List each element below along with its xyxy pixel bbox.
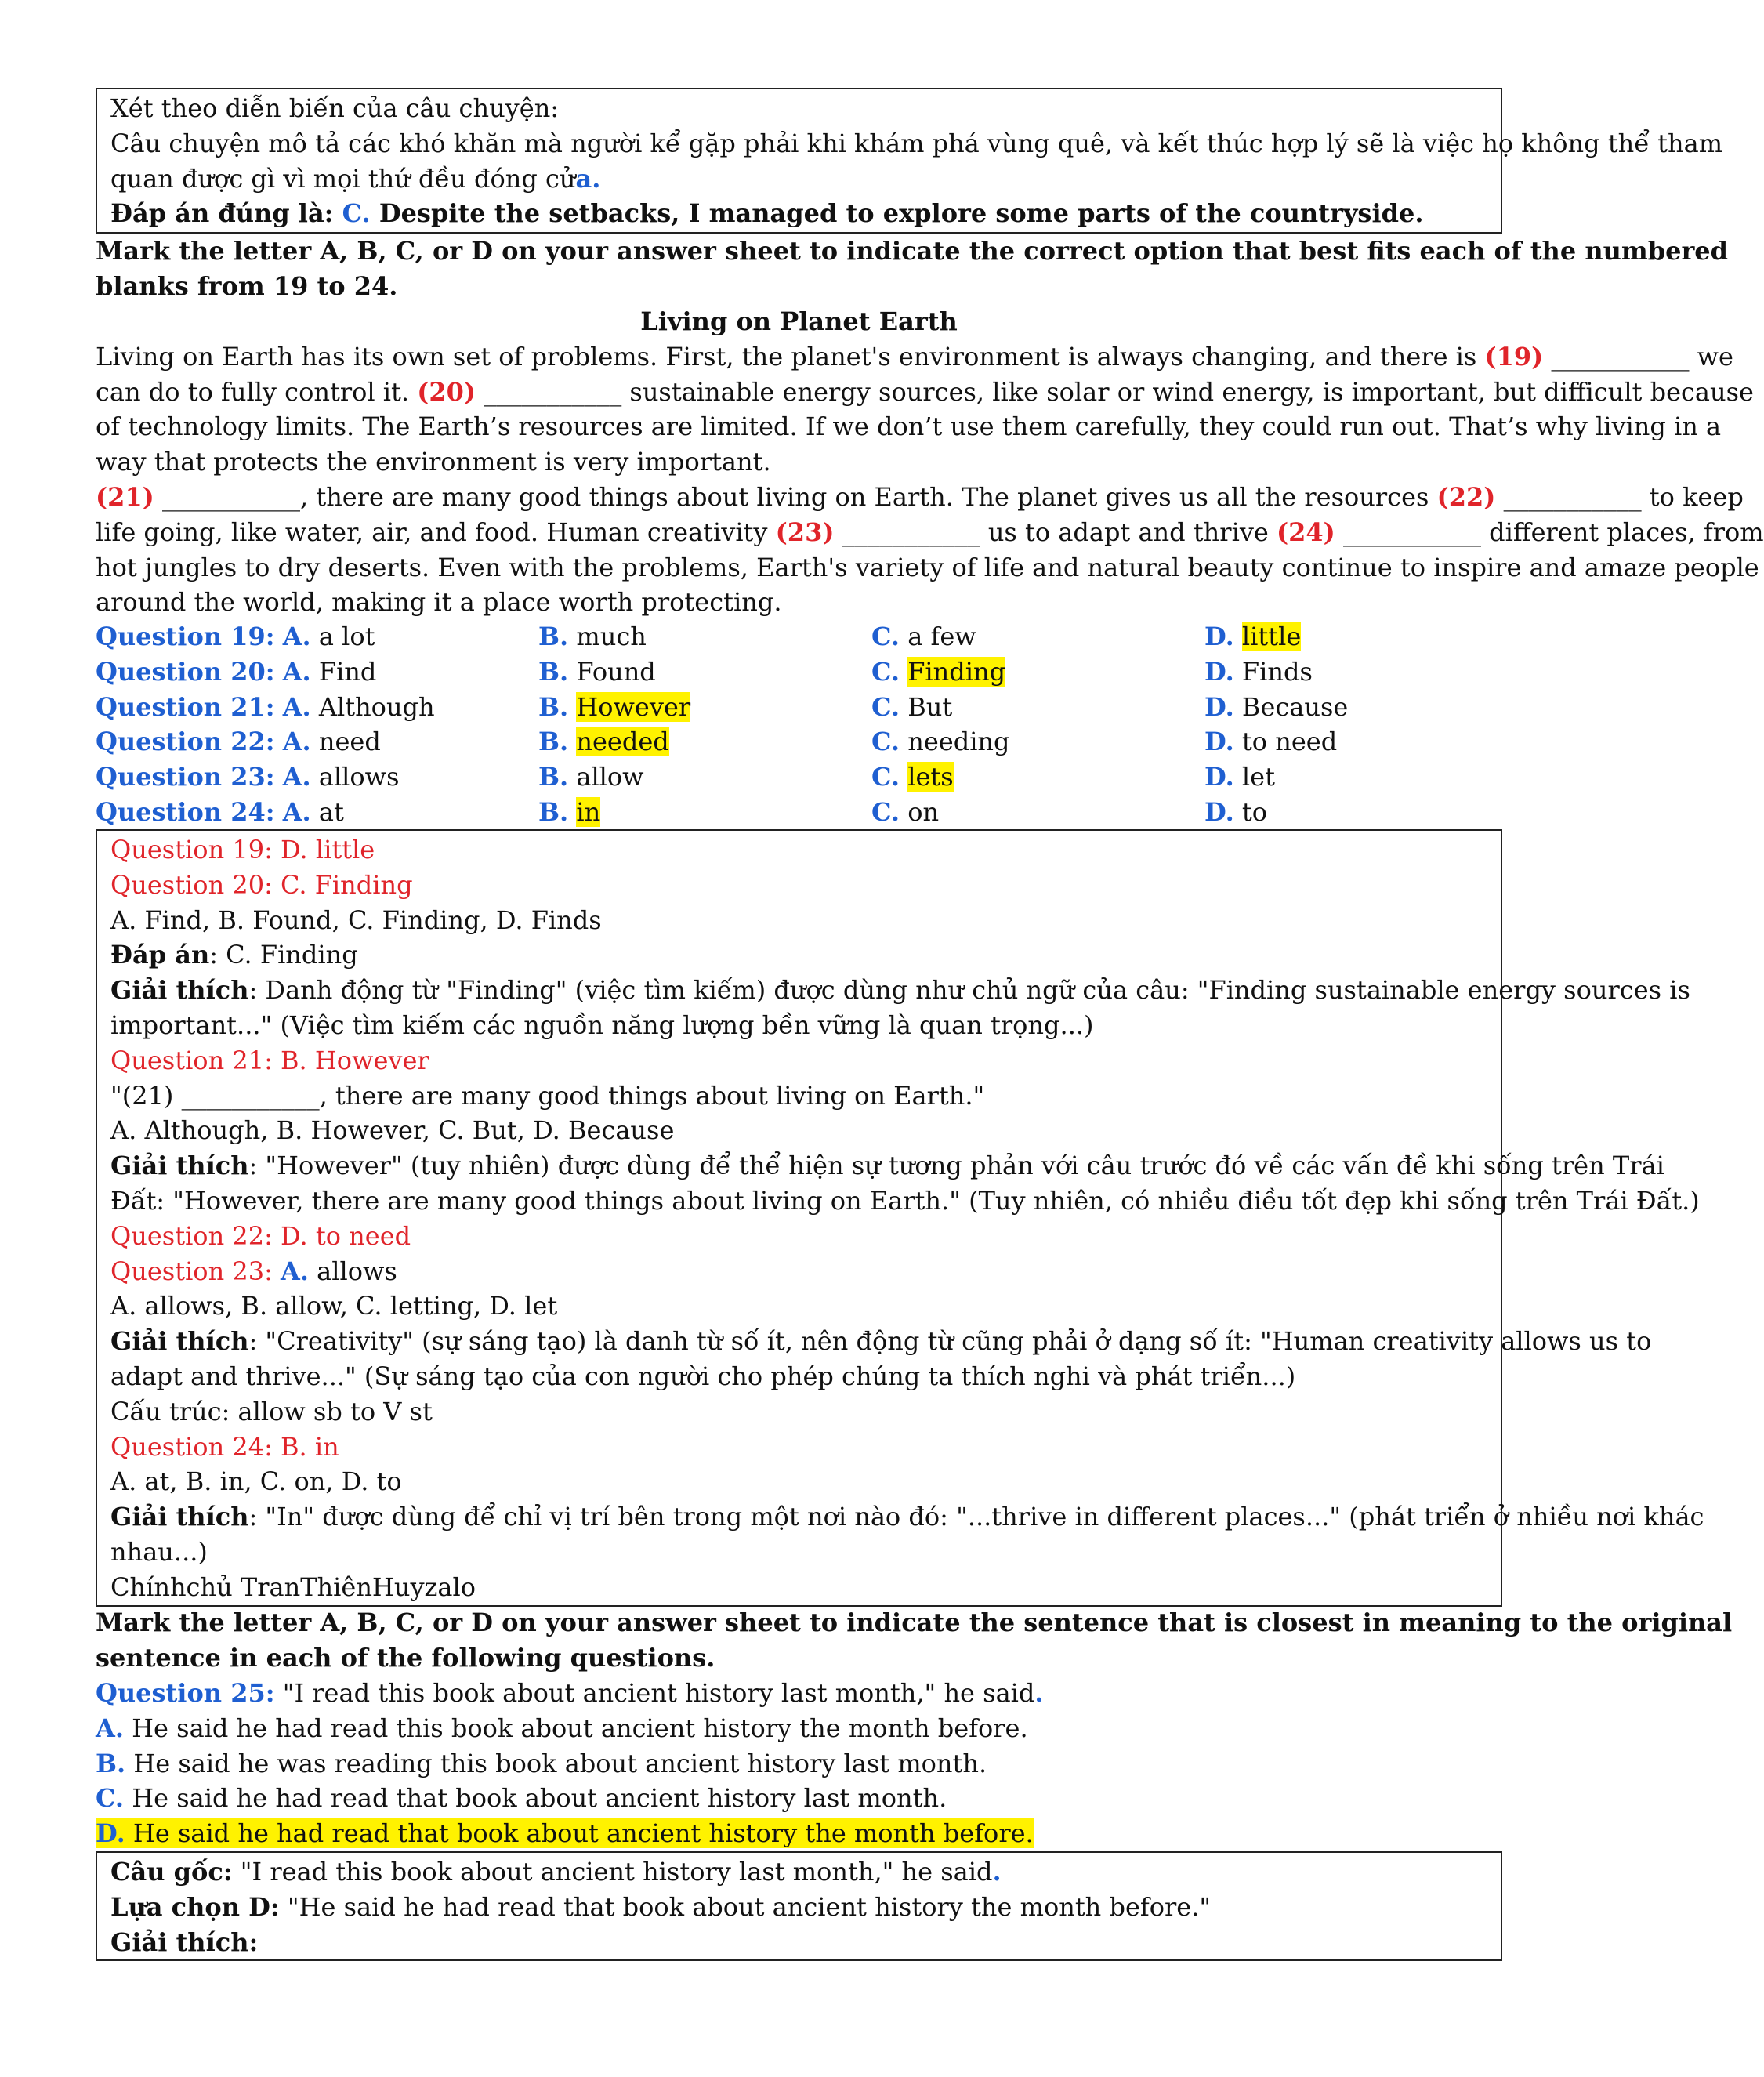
option-letter: D. — [1204, 622, 1234, 651]
answer-option-d[interactable] — [1204, 795, 1502, 830]
option-letter: D. — [1204, 727, 1234, 757]
option-letter: B. — [538, 691, 569, 722]
option-letter: C. — [871, 656, 900, 687]
instruction-transformation — [96, 1605, 1733, 1676]
passage-line: way that protects the environment is very important. — [96, 447, 771, 477]
explanation-label: Giải thích: — [110, 1927, 259, 1957]
answer-option-a[interactable] — [96, 690, 538, 725]
option-text: need — [318, 727, 381, 757]
answer-option-d[interactable] — [1204, 654, 1502, 690]
q25-option-a[interactable]: A. He said he had read this book about ancient history the month before. — [96, 1713, 1028, 1743]
question-label: Question 20: — [96, 656, 275, 687]
question-25-stem: Question 25: "I read this book about ancient history last month," he said. — [96, 1678, 1044, 1708]
q21-quote: "(21) ___________, there are many good things about living on Earth." — [110, 1080, 985, 1111]
answer-option-a[interactable] — [96, 759, 538, 795]
option-text: in — [576, 796, 601, 827]
q23-explanation: Giải thích: "Creativity" (sự sáng tạo) là danh từ số ít, nên động từ cũng phải ở dạng số ít: "Human creativity allows us to — [110, 1326, 1652, 1357]
question-label: Question 21: — [96, 691, 275, 722]
option-letter: D. — [1204, 656, 1234, 687]
q23-explanation: adapt and thrive..." (Sự sáng tạo của con người cho phép chúng ta thích nghi và phát triển...) — [110, 1361, 1296, 1391]
option-text: at — [318, 796, 344, 827]
answer-option-c[interactable] — [871, 619, 1204, 654]
answer-option-b[interactable] — [538, 724, 871, 759]
option-text: on — [907, 796, 940, 827]
original-sentence: Câu gốc: "I read this book about ancient history last month," he said. — [110, 1857, 1002, 1887]
instruction-line: blanks from 19 to 24. — [96, 270, 398, 301]
answer-option-b[interactable] — [538, 654, 871, 690]
option-text: allow — [576, 762, 644, 792]
q21-options: A. Although, B. However, C. But, D. Because — [110, 1115, 675, 1146]
story-heading: Xét theo diễn biến của câu chuyện: — [110, 93, 560, 123]
question-25 — [96, 1676, 1502, 1851]
answer-option-b[interactable] — [538, 690, 871, 725]
option-letter: A. — [282, 622, 311, 651]
option-text: Because — [1241, 691, 1349, 722]
option-letter: C. — [871, 622, 900, 651]
answer-option-b[interactable] — [538, 795, 871, 830]
question-label: Question 22: — [96, 727, 275, 757]
q23-structure: Cấu trúc: allow sb to V st — [110, 1396, 433, 1426]
option-text: allows — [318, 762, 400, 792]
option-text: little — [1241, 622, 1302, 651]
q20-options: A. Find, B. Found, C. Finding, D. Finds — [110, 904, 602, 935]
option-text: However — [576, 691, 691, 722]
answer-q23: Question 23: A. allows — [110, 1256, 397, 1286]
option-letter: D. — [1204, 796, 1234, 827]
answer-option-c[interactable] — [871, 795, 1204, 830]
answer-option-c[interactable] — [871, 654, 1204, 690]
option-text: needed — [576, 727, 669, 757]
story-explanation-line: quan được gì vì mọi thứ đều đóng cửa. — [110, 163, 601, 194]
option-text: Finds — [1241, 656, 1313, 687]
explanation-box-25 — [96, 1851, 1502, 1961]
option-text: much — [576, 622, 647, 651]
option-text: Find — [318, 656, 377, 687]
question-row — [96, 724, 1502, 759]
option-text: Finding — [907, 656, 1006, 687]
answer-option-c[interactable] — [871, 690, 1204, 725]
instruction-cloze — [96, 234, 1729, 304]
question-options — [96, 619, 1502, 830]
answer-option-c[interactable] — [871, 759, 1204, 795]
question-row — [96, 795, 1502, 830]
option-letter: D. — [1204, 691, 1234, 722]
story-explanation-line: Câu chuyện mô tả các khó khăn mà người kể gặp phải khi khám phá vùng quê, và kết thúc hợp lý sẽ là việc họ không thể tham — [110, 128, 1723, 158]
option-text: needing — [907, 727, 1010, 757]
passage-line: life going, like water, air, and food. Human creativity (23) ___________ us to adapt and thrive (24) ___________ different places, from — [96, 517, 1764, 547]
answer-q24: Question 24: B. in — [110, 1431, 339, 1462]
option-letter: A. — [282, 796, 311, 827]
answer-option-c[interactable] — [871, 724, 1204, 759]
explanation-box-story — [96, 88, 1723, 234]
answer-option-d[interactable] — [1204, 724, 1502, 759]
answer-q20: Question 20: C. Finding — [110, 869, 413, 900]
instruction-line: sentence in each of the following questions. — [96, 1642, 715, 1673]
question-label: Question 19: — [96, 622, 275, 651]
instruction-line: Mark the letter A, B, C, or D on your answer sheet to indicate the correct option that best fits each of the numbered — [96, 236, 1729, 266]
answer-option-d[interactable] — [1204, 690, 1502, 725]
q20-answer: Đáp án: C. Finding — [110, 940, 358, 970]
option-letter: A. — [282, 656, 311, 687]
instruction-line: Mark the letter A, B, C, or D on your answer sheet to indicate the sentence that is closest in meaning to the original — [96, 1608, 1733, 1637]
option-letter: C. — [871, 691, 900, 722]
question-row — [96, 759, 1502, 795]
q25-option-d[interactable]: D. He said he had read that book about ancient history the month before. — [96, 1818, 1034, 1849]
passage-title: Living on Planet Earth — [640, 306, 958, 336]
answer-option-d[interactable] — [1204, 619, 1502, 654]
q23-options: A. allows, B. allow, C. letting, D. let — [110, 1291, 558, 1321]
chosen-option: Lựa chọn D: "He said he had read that book about ancient history the month before." — [110, 1891, 1212, 1922]
credit-line: Chínhchủ TranThiênHuyzalo — [110, 1571, 476, 1602]
q20-explanation: important..." (Việc tìm kiếm các nguồn năng lượng bền vững là quan trọng...) — [110, 1010, 1094, 1040]
option-text: to — [1241, 796, 1268, 827]
passage-line: hot jungles to dry deserts. Even with the problems, Earth's variety of life and natural beauty continue to inspire and amaze people — [96, 552, 1759, 582]
option-letter: C. — [871, 796, 900, 827]
question-label: Question 23: — [96, 762, 275, 792]
answer-option-a[interactable] — [96, 654, 538, 690]
option-text: to need — [1241, 727, 1338, 757]
answer-q22: Question 22: D. to need — [110, 1220, 411, 1251]
option-letter: B. — [538, 762, 569, 792]
answer-option-a[interactable] — [96, 795, 538, 830]
option-text: let — [1241, 762, 1275, 792]
passage-line: Living on Earth has its own set of problems. First, the planet's environment is always changing, and there is (19) ___________ we — [96, 341, 1733, 372]
question-label: Question 24: — [96, 796, 275, 827]
option-text: But — [907, 691, 953, 722]
q21-explanation: Đất: "However, there are many good things about living on Earth." (Tuy nhiên, có nhiều điều tốt đẹp khi sống trên Trái Đất.) — [110, 1185, 1700, 1216]
option-letter: A. — [282, 691, 311, 722]
option-letter: A. — [282, 727, 311, 757]
answer-q19: Question 19: D. little — [110, 835, 375, 865]
question-row — [96, 619, 1502, 654]
answer-option-b[interactable] — [538, 759, 871, 795]
reading-passage — [96, 304, 1764, 620]
answer-option-a[interactable] — [96, 724, 538, 759]
option-letter: B. — [538, 622, 569, 651]
q25-option-b[interactable]: B. He said he was reading this book about ancient history last month. — [96, 1748, 987, 1778]
passage-line: of technology limits. The Earth’s resources are limited. If we don’t use them carefully, they could run out. That’s why living in a — [96, 411, 1722, 442]
option-text: Although — [318, 691, 435, 722]
option-letter: B. — [538, 796, 569, 827]
question-row — [96, 654, 1502, 690]
passage-line: around the world, making it a place worth protecting. — [96, 587, 782, 618]
passage-line: (21) ___________, there are many good things about living on Earth. The planet gives us all the resources (22) ___________ to keep — [96, 481, 1744, 512]
q21-explanation: Giải thích: "However" (tuy nhiên) được dùng để thể hiện sự tương phản với câu trước đó về các vấn đề khi sống trên Trái — [110, 1151, 1664, 1181]
option-letter: C. — [871, 762, 900, 792]
question-row — [96, 690, 1502, 725]
answer-q21: Question 21: B. However — [110, 1045, 429, 1075]
option-text: a lot — [318, 622, 375, 651]
answer-option-b[interactable] — [538, 619, 871, 654]
answer-option-d[interactable] — [1204, 759, 1502, 795]
q20-explanation: Giải thích: Danh động từ "Finding" (việc tìm kiếm) được dùng như chủ ngữ của câu: "Finding sustainable energy sources is — [110, 975, 1690, 1006]
q24-explanation: Giải thích: "In" được dùng để chỉ vị trí bên trong một nơi nào đó: "...thrive in different places..." (phát triển ở nhiều nơi khác — [110, 1502, 1704, 1532]
option-text: Found — [576, 656, 656, 687]
option-letter: D. — [1204, 762, 1234, 792]
option-text: lets — [907, 762, 954, 792]
story-answer: Đáp án đúng là: C. Despite the setbacks, I managed to explore some parts of the countryside. — [110, 198, 1424, 229]
option-letter: A. — [282, 762, 311, 792]
q24-explanation: nhau...) — [110, 1536, 208, 1567]
q25-option-c[interactable]: C. He said he had read that book about ancient history last month. — [96, 1783, 947, 1814]
option-letter: B. — [538, 656, 569, 687]
explanation-box-19-24 — [96, 829, 1704, 1607]
option-letter: C. — [871, 727, 900, 757]
option-text: a few — [907, 622, 976, 651]
answer-option-a[interactable] — [96, 619, 538, 654]
q24-options: A. at, B. in, C. on, D. to — [110, 1466, 402, 1497]
option-letter: B. — [538, 727, 569, 757]
passage-line: can do to fully control it. (20) ___________ sustainable energy sources, like solar or wind energy, is important, but difficult because — [96, 376, 1754, 407]
